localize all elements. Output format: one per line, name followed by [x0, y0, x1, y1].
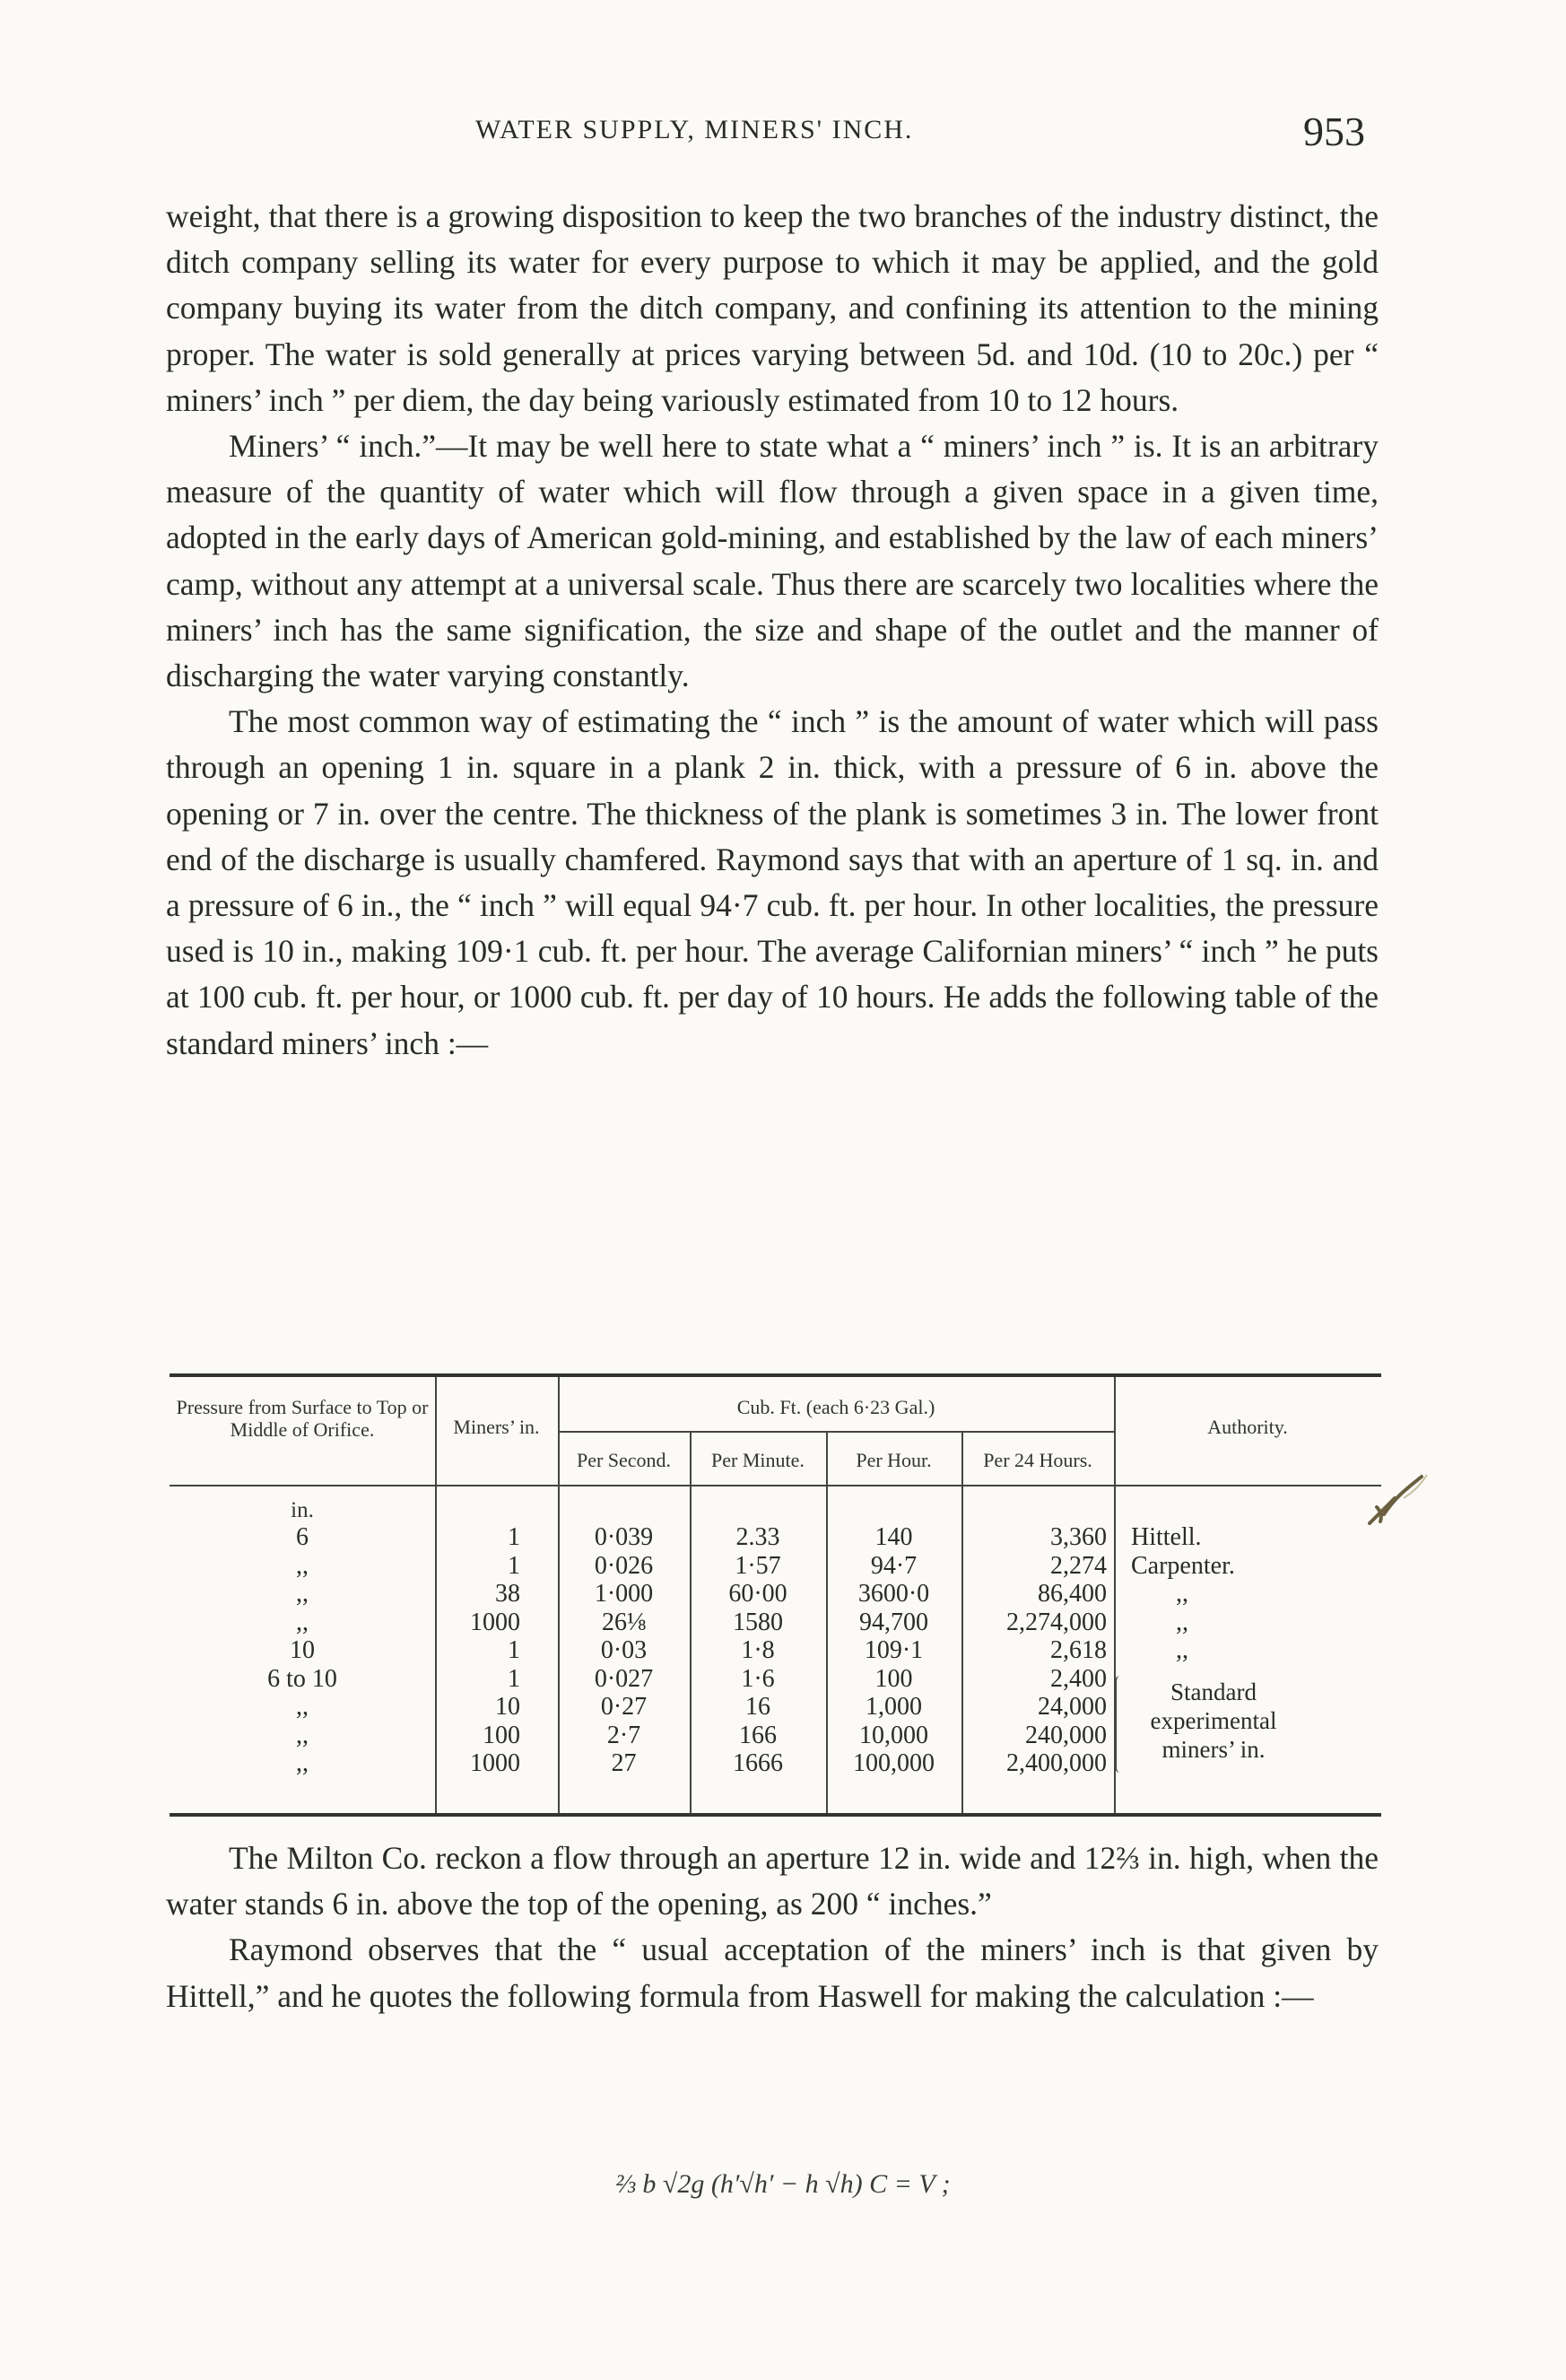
table-cell: 1·57 — [735, 1551, 781, 1580]
pencil-check-mark-icon — [1368, 1471, 1431, 1525]
table-cell: 166 — [739, 1721, 777, 1749]
table-cell: 26⅛ — [602, 1608, 646, 1636]
table-cell: ,, — [296, 1721, 309, 1749]
table-cell: 1·000 — [594, 1580, 654, 1608]
running-head — [0, 108, 1566, 161]
table-cell: 16 — [745, 1693, 770, 1721]
column-per-24-hours — [961, 1523, 1107, 1778]
column-miners-in — [435, 1523, 520, 1778]
table-cell: 10 — [495, 1693, 520, 1721]
unit-label: in. — [291, 1498, 314, 1522]
note-line: miners’ in. — [1161, 1736, 1266, 1763]
table-cell: ,, — [296, 1693, 309, 1721]
table-cell: 94·7 — [870, 1551, 918, 1580]
table-cell: 1580 — [733, 1608, 783, 1636]
table-cell: 100 — [874, 1664, 913, 1693]
body-text-top — [166, 194, 1379, 1067]
table-cell: 2·7 — [606, 1721, 641, 1749]
body-text-bottom — [166, 1835, 1379, 2019]
table-cell: ,, — [296, 1608, 309, 1636]
table-cell: 1·8 — [741, 1636, 775, 1664]
table-cell: ,, — [1176, 1636, 1188, 1664]
header-underline — [170, 1485, 1381, 1486]
table-cell: 2,400 — [1050, 1664, 1107, 1693]
column-pressure — [170, 1523, 435, 1778]
table-cell: ,, — [296, 1749, 309, 1777]
table-cell: 0·027 — [594, 1664, 654, 1693]
header-per-24-hours: Per 24 Hours. — [983, 1449, 1092, 1471]
paragraph: Miners’ “ inch.”—It may be well here to state what a “ miners’ inch ” is. It is an arbitrary measure of the quantity of water which will flow through a given space in a given time, adopted in the early days of American gold-mining, and established by the law of each miners’ camp, without any attempt at a universal scale. Thus there are scarcely two localities where the miners’ inch has the same signification, the size and shape of the outlet and the manner of discharging the water varying constantly. — [166, 428, 1379, 694]
table-cell: 2,618 — [1050, 1636, 1107, 1664]
column-per-minute — [690, 1523, 826, 1778]
table-cell: 100,000 — [853, 1749, 935, 1777]
table-cell: 2.33 — [735, 1523, 780, 1551]
paragraph: weight, that there is a growing disposition to keep the two branches of the industry distinct, the ditch company selling its water for every purpose to which it may be applied, and the gold company buying its water from the ditch company, and confining its attention to the mining proper. The water is sold generally at prices varying between 5d. and 10d. (10 to 20c.) per “ miners’ inch ” per diem, the day being variously estimated from 10 to 12 hours. — [166, 198, 1379, 418]
table-cell: 6 — [296, 1523, 309, 1551]
table-cell: 109·1 — [864, 1636, 924, 1664]
table-cell: 86,400 — [1038, 1580, 1107, 1608]
group-underline — [558, 1431, 1114, 1433]
header-cub-ft-group: Cub. Ft. (each 6·23 Gal.) — [736, 1396, 935, 1418]
table-cell: 0·039 — [594, 1523, 654, 1551]
table-cell: 1 — [508, 1551, 520, 1580]
column-authority — [1131, 1523, 1373, 1665]
table-cell: 60·00 — [728, 1580, 787, 1608]
header-per-minute: Per Minute. — [711, 1449, 805, 1471]
table-cell: 1000 — [470, 1749, 520, 1777]
paragraph: The Milton Co. reckon a flow through an aperture 12 in. wide and 12⅔ in. high, when the water stands 6 in. above the top of the opening, as 200 “ inches.” — [166, 1840, 1379, 1922]
column-per-second — [558, 1523, 690, 1778]
table-cell: 2,274,000 — [1006, 1608, 1107, 1636]
table-cell: 1 — [508, 1664, 520, 1693]
table-cell: 27 — [611, 1749, 637, 1777]
note-line: Standard — [1170, 1678, 1257, 1705]
table-cell: 3,360 — [1050, 1523, 1107, 1551]
table-cell: ,, — [296, 1551, 309, 1580]
paragraph: Raymond observes that the “ usual acceptation of the miners’ inch is that given by Hittell,” and he quotes the following formula from Haswell for making the calculation :— — [166, 1931, 1379, 2014]
table-cell: 10,000 — [859, 1721, 928, 1749]
table-cell: 10 — [290, 1636, 315, 1664]
table-cell: 38 — [495, 1580, 520, 1608]
note-line: experimental — [1150, 1707, 1277, 1734]
page-number: 953 — [1303, 109, 1365, 154]
table-cell: 1 — [508, 1523, 520, 1551]
table-cell: 0·27 — [600, 1693, 648, 1721]
table-cell: 3600·0 — [857, 1580, 930, 1608]
table-cell: 140 — [874, 1523, 913, 1551]
table-cell: 240,000 — [1025, 1721, 1107, 1749]
header-authority: Authority. — [1207, 1416, 1288, 1438]
table-cell: 1666 — [733, 1749, 783, 1777]
table-cell: 2,400,000 — [1006, 1749, 1107, 1777]
table-cell: 0·026 — [594, 1551, 654, 1580]
table-cell: 1,000 — [866, 1693, 922, 1721]
standard-note — [1124, 1678, 1303, 1764]
table-cell: 2,274 — [1050, 1551, 1107, 1580]
table-cell: Hittell. — [1131, 1523, 1202, 1551]
table-cell: Carpenter. — [1131, 1551, 1235, 1580]
table-cell: 1·6 — [741, 1664, 775, 1693]
formula: ⅔ b √2g (h′√h′ − h √h) C = V ; — [615, 2169, 951, 2199]
table-cell: 100 — [483, 1721, 520, 1749]
header-miners-in: Miners’ in. — [453, 1416, 540, 1438]
paragraph: The most common way of estimating the “ inch ” is the amount of water which will pass through an opening 1 in. square in a plank 2 in. thick, with a pressure of 6 in. above the opening or 7 in. over the centre. The thickness of the plank is sometimes 3 in. The lower front end of the discharge is usually chamfered. Raymond says that with an aperture of 1 sq. in. and a pressure of 6 in., the “ inch ” will equal 94·7 cub. ft. per hour. In other localities, the pressure used is 10 in., making 109·1 cub. ft. per hour. The average Californian miners’ “ inch ” he puts at 100 cub. ft. per hour, or 1000 cub. ft. per day of 10 hours. He adds the following table of the standard miners’ inch :— — [166, 703, 1379, 1061]
table-cell: 1000 — [470, 1608, 520, 1636]
header-per-hour: Per Hour. — [856, 1449, 932, 1471]
table-cell: ,, — [1176, 1580, 1188, 1608]
table-cell: 0·03 — [600, 1636, 648, 1664]
table-cell: 94,700 — [859, 1608, 928, 1636]
column-per-hour — [826, 1523, 961, 1778]
table-cell: 1 — [508, 1636, 520, 1664]
header-pressure: Pressure from Surface to Top or Middle of Orifice. — [176, 1396, 429, 1441]
running-title: WATER SUPPLY, MINERS' INCH. — [475, 115, 914, 144]
table-cell: 24,000 — [1038, 1693, 1107, 1721]
table-cell: 6 to 10 — [267, 1664, 337, 1693]
header-per-second: Per Second. — [576, 1449, 672, 1471]
table-cell: ,, — [1176, 1608, 1188, 1636]
table-cell: ,, — [296, 1580, 309, 1608]
